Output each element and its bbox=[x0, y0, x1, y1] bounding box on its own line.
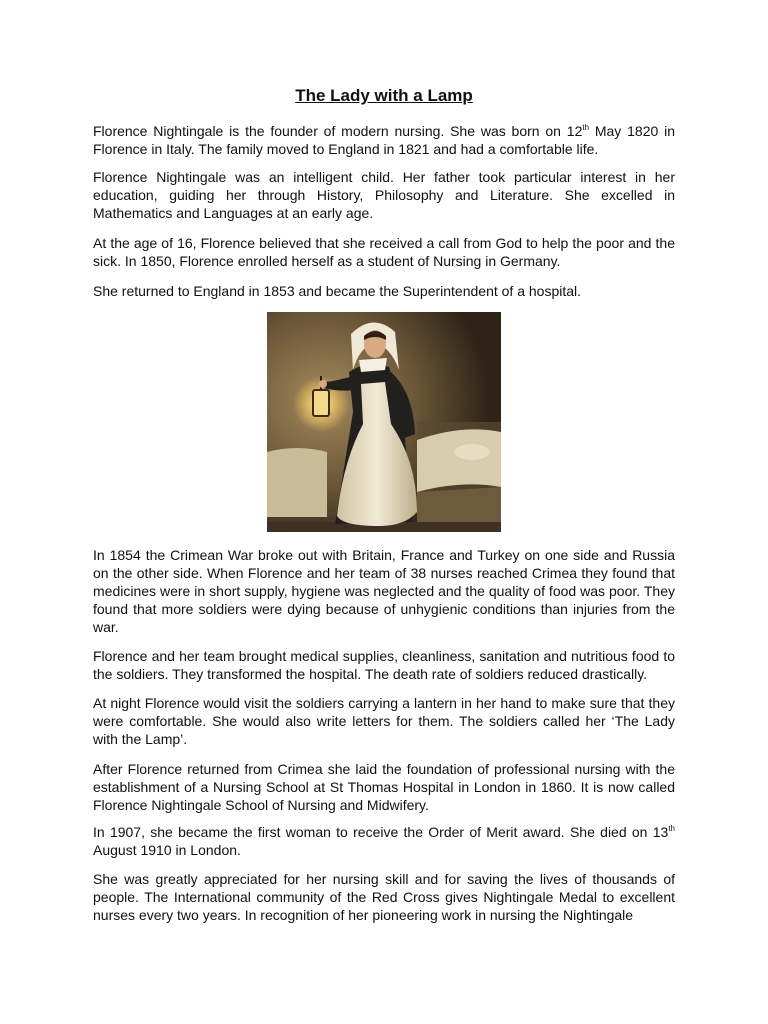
paragraph-education: Florence Nightingale was an intelligent child. Her father took particular interest in her education, guiding her through History, Philosophy and Literature. She excelled in Mathematics and Languages at an early age. bbox=[93, 169, 675, 221]
paragraph-nursing-school: After Florence returned from Crimea she laid the foundation of professional nursing with the establishment of a Nursing School at St Thomas Hospital in London in 1860. It is now called Florence Nightingale School of Nursing and Midwifery. bbox=[93, 761, 675, 813]
paragraph-reforms: Florence and her team brought medical supplies, cleanliness, sanitation and nutritious food to the soldiers. They transformed the hospital. The death rate of soldiers reduced drastically. bbox=[93, 648, 675, 682]
page-title: The Lady with a Lamp bbox=[295, 86, 473, 105]
paragraph-legacy: She was greatly appreciated for her nursing skill and for saving the lives of thousands of people. The International community of the Red Cross gives Nightingale Medal to excellent nurses every two years. In recognition of her pioneering work in nursing the Nightingale bbox=[93, 871, 675, 923]
paragraph-order-of-merit: In 1907, she became the first woman to receive the Order of Merit award. She died on 13th August 1910 in London. bbox=[93, 824, 675, 858]
nightingale-painting bbox=[267, 312, 501, 532]
paragraph-lady-with-lamp: At night Florence would visit the soldiers carrying a lantern in her hand to make sure that they were comfortable. She would also write letters for them. The soldiers called her ‘The Lady with the Lamp’. bbox=[93, 695, 675, 747]
paragraph-calling: At the age of 16, Florence believed that she received a call from God to help the poor and the sick. In 1850, Florence enrolled herself as a student of Nursing in Germany. bbox=[93, 235, 675, 269]
paragraph-superintendent: She returned to England in 1853 and became the Superintendent of a hospital. bbox=[93, 283, 582, 299]
paragraph-birth: Florence Nightingale is the founder of modern nursing. She was born on 12th May 1820 in Florence in Italy. The family moved to England in 1821 and had a comfortable life. bbox=[93, 123, 675, 157]
paragraph-crimean-war: In 1854 the Crimean War broke out with Britain, France and Turkey on one side and Russia on the other side. When Florence and her team of 38 nurses reached Crimea they found that medicines were in short supply, hygiene was neglected and the quality of food was poor. They found that more soldiers were dying because of unhygienic conditions than injuries from the war. bbox=[93, 547, 675, 635]
